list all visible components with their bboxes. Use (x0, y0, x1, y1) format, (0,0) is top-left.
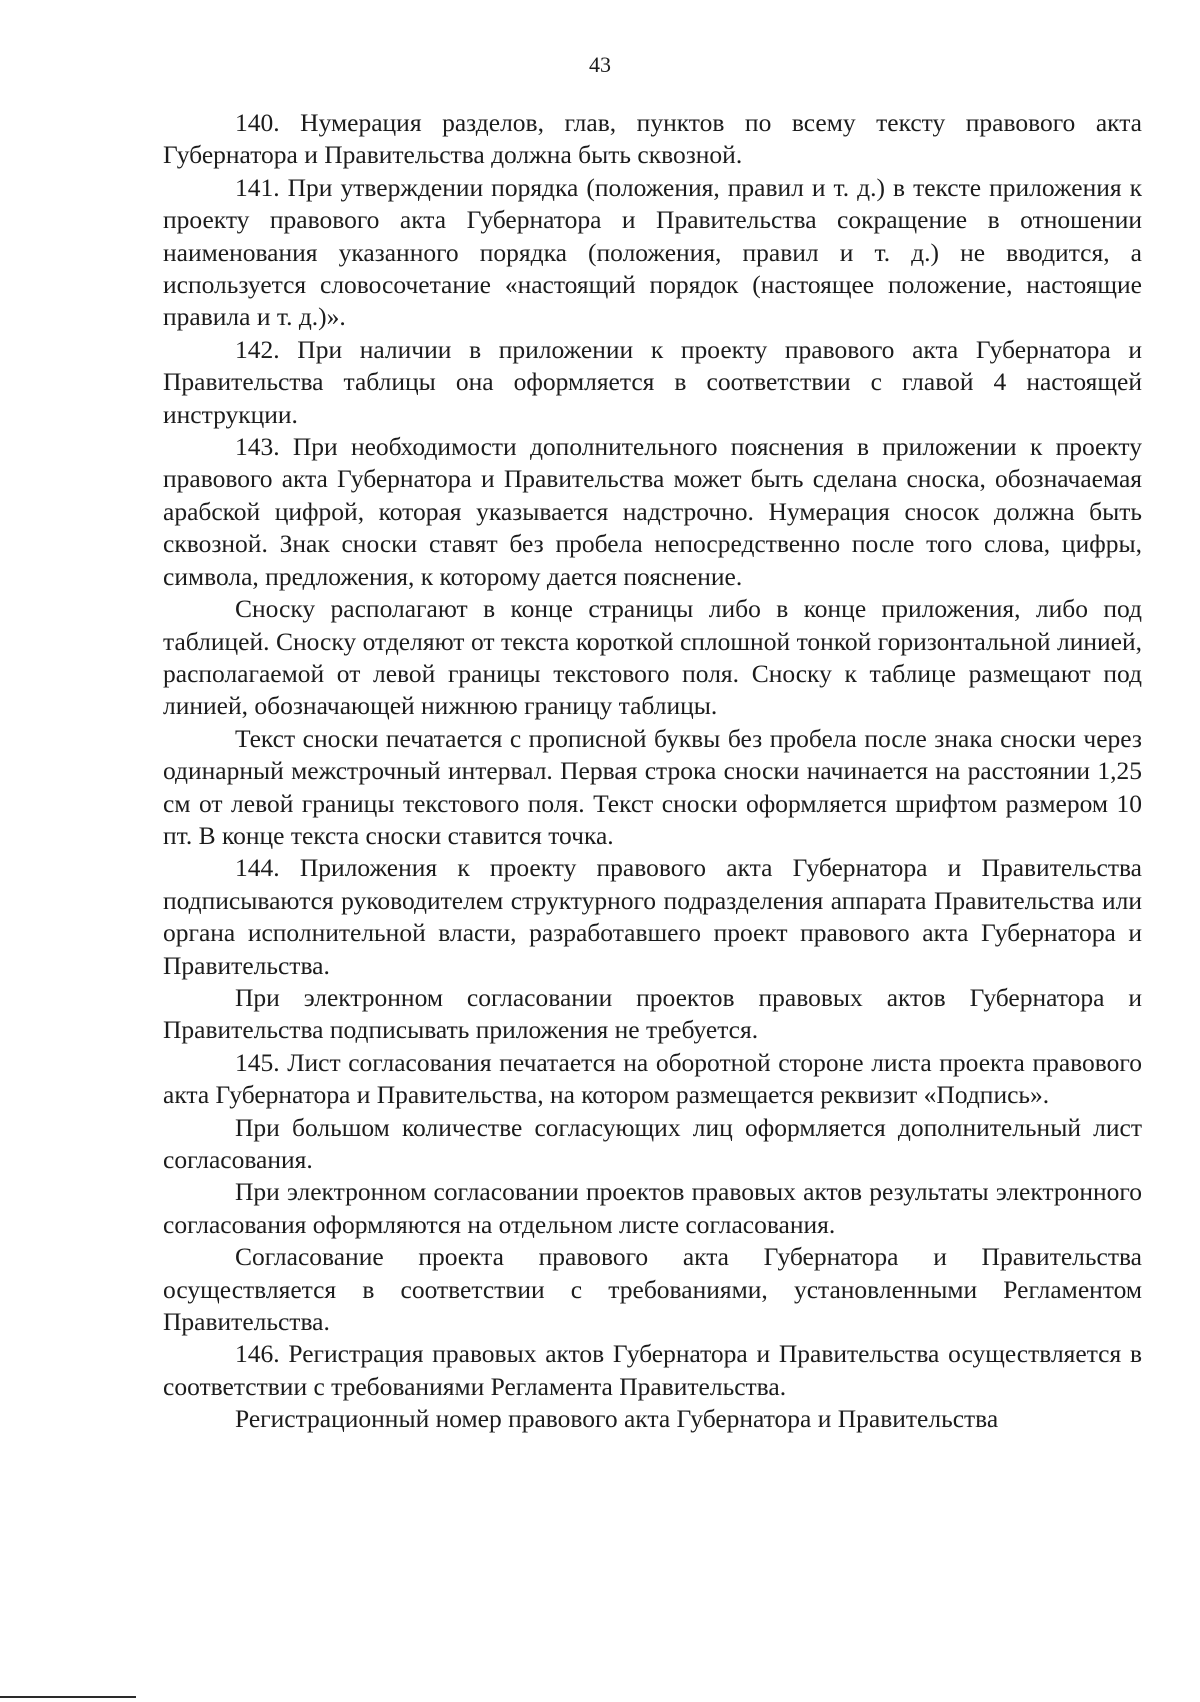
paragraph-145-approval: Согласование проекта правового акта Губернатора и Правительства осуществляется в соответствии с требованиями, установленными Регламентом Правительства. (163, 1242, 1142, 1337)
document-body (163, 107, 1142, 1436)
paragraph-146: 146. Регистрация правовых актов Губернатора и Правительства осуществляется в соответствии с требованиями Регламента Правительства. (163, 1339, 1142, 1401)
paragraph-146-registration-number: Регистрационный номер правового акта Губернатора и Правительства (235, 1404, 999, 1434)
paragraph-143: 143. При необходимости дополнительного пояснения в приложении к проекту правового акта Губернатора и Правительства может быть сделана сноска, обозначаемая арабской цифрой, которая указывается надстрочно. Нумерация сносок должна быть сквозной. Знак сноски ставят без пробела непосредственно после того слова, цифры, символа, предложения, к которому дается пояснение. (163, 432, 1142, 591)
paragraph-142: 142. При наличии в приложении к проекту правового акта Губернатора и Правительства таблицы она оформляется в соответствии с главой 4 настоящей инструкции. (163, 334, 1142, 429)
paragraph-145-electronic: При электронном согласовании проектов правовых актов результаты электронного согласования оформляются на отдельном листе согласования. (163, 1177, 1142, 1239)
page-number: 43 (589, 52, 611, 77)
paragraph-145-additional-sheet: При большом количестве согласующих лиц оформляется дополнительный лист согласования. (163, 1112, 1142, 1174)
paragraph-140: 140. Нумерация разделов, глав, пунктов по всему тексту правового акта Губернатора и Правительства должна быть сквозной. (163, 108, 1142, 170)
paragraph-144-electronic: При электронном согласовании проектов правовых актов Губернатора и Правительства подписывать приложения не требуется. (163, 982, 1142, 1045)
paragraph-143-footnote-format: Текст сноски печатается с прописной буквы без пробела после знака сноски через одинарный межстрочный интервал. Первая строка сноски начинается на расстоянии 1,25 см от левой границы текстового поля. Текст сноски оформляется шрифтом размером 10 пт. В конце текста сноски ставится точка. (163, 723, 1142, 850)
paragraph-141: 141. При утверждении порядка (положения, правил и т. д.) в тексте приложения к проекту правового акта Губернатора и Правительства сокращение в отношении наименования указанного порядка (положения, правил и т. д.) не вводится, а используется словосочетание «настоящий порядок (настоящее положение, настоящие правила и т. д.)». (163, 172, 1142, 332)
paragraph-144: 144. Приложения к проекту правового акта Губернатора и Правительства подписываются руководителем структурного подразделения аппарата Правительства или органа исполнительной власти, разработавшего проект правового акта Губернатора и Правительства. (163, 853, 1142, 980)
paragraph-143-footnote-placement: Сноску располагают в конце страницы либо в конце приложения, либо под таблицей. Сноску отделяют от текста короткой сплошной тонкой горизонтальной линией, располагаемой от левой границы текстового поля. Сноску к таблице размещают под линией, обозначающей нижнюю границу таблицы. (163, 594, 1142, 721)
scan-edge-line (0, 1696, 136, 1698)
paragraph-145: 145. Лист согласования печатается на оборотной стороне листа проекта правового акта Губернатора и Правительства, на котором размещается реквизит «Подпись». (163, 1047, 1142, 1110)
